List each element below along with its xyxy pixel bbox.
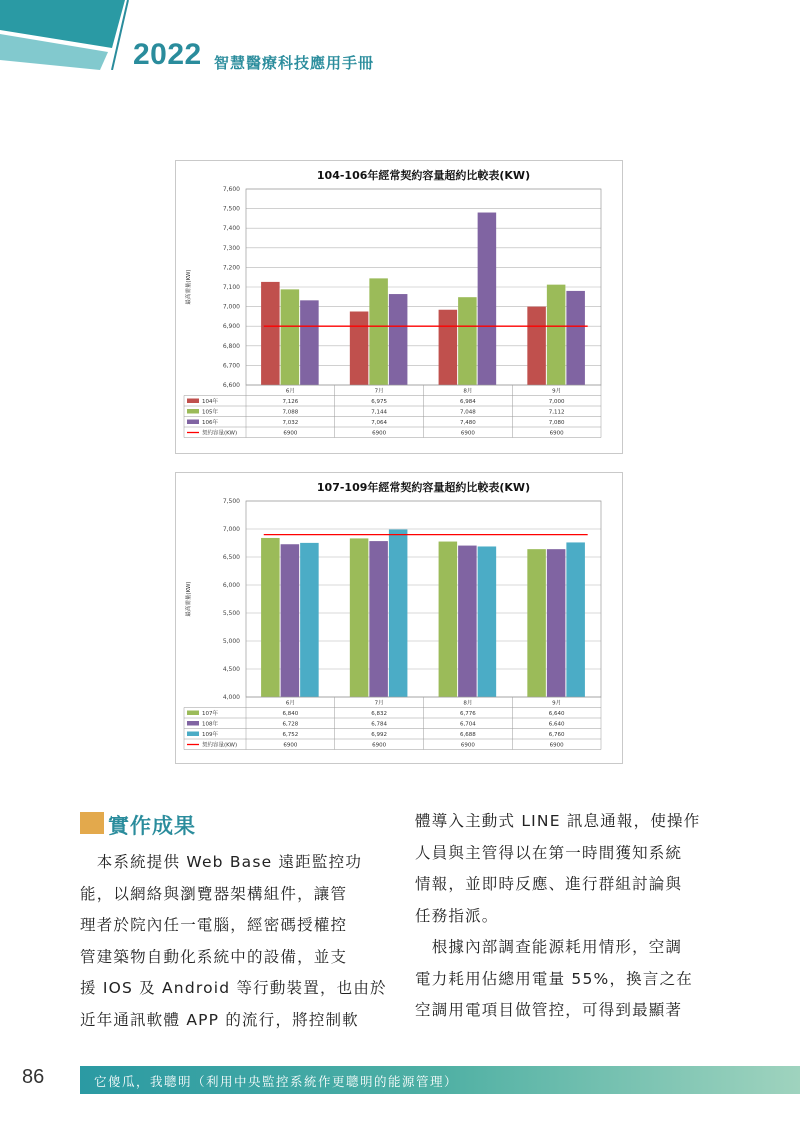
data-label: 6,640	[548, 711, 565, 717]
y-tick-label: 7,500	[222, 205, 240, 213]
body-line: 人員與主管得以在第一時間獲知系統	[415, 843, 683, 862]
legend-entry: 105年	[202, 409, 218, 416]
legend-entry: 108年	[202, 721, 218, 728]
body-line: 根據內部調查能源耗用情形，空調	[415, 938, 683, 956]
legend-entry: 104年	[202, 399, 218, 405]
bar	[350, 538, 369, 697]
y-tick-label: 7,500	[222, 498, 240, 505]
data-label: 6900	[460, 742, 475, 749]
header-title: 智慧醫療科技應用手冊	[214, 54, 375, 72]
data-label: 6,975	[371, 399, 387, 405]
y-tick-label: 6,600	[222, 382, 240, 389]
data-label: 6,784	[371, 721, 387, 728]
body-line: 本系統提供 Web Base 遠距監控功	[80, 853, 363, 871]
bar	[478, 213, 497, 385]
chart-104-106-svg	[176, 161, 622, 453]
x-tick-label: 8月	[463, 700, 473, 707]
y-tick-label: 4,500	[222, 666, 240, 673]
legend-entry: 契約容量(KW)	[202, 742, 238, 749]
bar	[350, 312, 369, 386]
bar	[458, 297, 477, 385]
y-tick-label: 7,400	[222, 225, 240, 233]
chart-104-106	[175, 160, 623, 454]
y-tick-label: 7,100	[222, 284, 240, 291]
corner-decoration	[0, 0, 140, 70]
data-label: 6,640	[548, 721, 565, 728]
y-tick-label: 5,500	[222, 610, 240, 617]
y-tick-label: 5,000	[222, 638, 240, 645]
chart-107-109	[175, 472, 623, 764]
body-line: 空調用電項目做管控，可得到最顯著	[415, 1001, 683, 1019]
bar	[281, 289, 300, 385]
legend-entry: 契約容量(KW)	[202, 430, 238, 437]
body-line: 援 IOS 及 Android 等行動裝置，也由於	[80, 979, 387, 997]
legend-entry: 106年	[202, 420, 218, 426]
header-year: 2022	[133, 38, 202, 71]
bar	[369, 278, 388, 385]
data-label: 7,080	[548, 420, 565, 426]
x-tick-label: 6月	[285, 700, 295, 707]
y-tick-label: 7,000	[222, 526, 240, 533]
y-tick-label: 7,300	[222, 244, 240, 252]
bar	[478, 546, 497, 697]
body-line: 近年通訊軟體 APP 的流行，將控制軟	[80, 1010, 359, 1029]
body-line: 理者於院內任一電腦，經密碼授權控	[80, 916, 348, 934]
bar	[547, 285, 566, 385]
data-label: 7,112	[548, 409, 565, 416]
body-line: 情報，並即時反應、進行群組討論與	[415, 875, 683, 893]
x-tick-label: 9月	[552, 700, 562, 707]
bar	[389, 294, 408, 385]
bar	[527, 549, 546, 697]
data-label: 6,728	[282, 721, 299, 728]
legend-swatch	[187, 711, 199, 716]
legend-swatch	[187, 399, 199, 404]
data-label: 6,752	[282, 732, 299, 738]
y-axis-label: 最高需量(KW)	[186, 581, 192, 617]
chart-title: 104-106年經常契約容量超約比較表(KW)	[316, 169, 531, 182]
x-tick-label: 9月	[552, 388, 562, 395]
body-line: 任務指派。	[415, 906, 499, 925]
bar	[566, 291, 585, 385]
x-tick-label: 7月	[374, 388, 384, 395]
data-label: 7,000	[548, 399, 565, 405]
data-label: 6900	[283, 742, 298, 749]
data-label: 7,144	[371, 409, 387, 416]
page-number: 86	[22, 1066, 45, 1088]
data-label: 6,688	[460, 732, 476, 738]
data-label: 6900	[549, 742, 564, 749]
bar	[389, 529, 408, 697]
section-marker	[80, 812, 104, 834]
body-left-column	[80, 847, 390, 1036]
data-label: 6,704	[460, 721, 476, 728]
bar	[439, 310, 458, 385]
data-label: 6900	[372, 430, 387, 437]
y-tick-label: 6,800	[222, 342, 240, 350]
x-tick-label: 7月	[374, 700, 384, 707]
y-axis-label: 最高需量(KW)	[186, 269, 192, 305]
data-label: 6,992	[371, 732, 387, 738]
bar	[300, 543, 319, 697]
y-tick-label: 7,200	[222, 264, 240, 272]
data-label: 7,126	[282, 399, 299, 405]
y-tick-label: 4,000	[222, 694, 240, 701]
body-line: 電力耗用佔總用電量 55%，換言之在	[415, 969, 693, 988]
data-label: 7,480	[460, 420, 476, 426]
legend-swatch	[187, 420, 199, 425]
y-tick-label: 6,700	[222, 362, 240, 370]
chart-title: 107-109年經常契約容量超約比較表(KW)	[316, 481, 531, 494]
legend-entry: 109年	[202, 732, 218, 738]
data-label: 6,984	[460, 399, 476, 405]
body-line: 管建築物自動化系統中的設備，並支	[80, 947, 348, 966]
x-tick-label: 8月	[463, 388, 473, 395]
bar	[439, 542, 458, 697]
bar	[547, 549, 566, 697]
data-label: 6,840	[282, 711, 299, 717]
bar	[261, 282, 280, 385]
data-label: 7,088	[282, 409, 299, 416]
data-label: 6900	[549, 430, 564, 437]
y-tick-label: 7,000	[222, 303, 240, 311]
legend-swatch	[187, 732, 199, 737]
data-label: 6900	[283, 430, 298, 437]
data-label: 6900	[460, 430, 475, 437]
legend-swatch	[187, 409, 199, 414]
legend-entry: 107年	[202, 711, 218, 717]
data-label: 7,064	[371, 420, 387, 426]
bar	[300, 300, 319, 385]
body-line: 能，以網絡與瀏覽器架構組件，讓管	[80, 884, 348, 903]
y-tick-label: 7,600	[222, 186, 240, 193]
data-label: 7,048	[460, 409, 476, 416]
chart-107-109-svg	[176, 473, 622, 763]
bar	[261, 538, 280, 697]
section-title: 實作成果	[108, 814, 196, 838]
data-label: 6,832	[371, 711, 387, 717]
footer-text: 它傻瓜，我聰明（利用中央監控系統作更聰明的能源管理）	[94, 1074, 459, 1089]
y-tick-label: 6,500	[222, 554, 240, 561]
bar	[458, 546, 477, 697]
data-label: 6,760	[548, 732, 565, 738]
body-line: 體導入主動式 LINE 訊息通報，使操作	[415, 812, 701, 830]
bar	[527, 307, 546, 385]
bar	[369, 541, 388, 697]
legend-swatch	[187, 721, 199, 726]
data-label: 7,032	[282, 420, 299, 426]
x-tick-label: 6月	[285, 388, 295, 395]
data-label: 6900	[372, 742, 387, 749]
bar	[566, 542, 585, 697]
data-label: 6,776	[460, 711, 476, 717]
y-tick-label: 6,000	[222, 582, 240, 589]
y-tick-label: 6,900	[222, 323, 240, 331]
body-right-column	[415, 806, 735, 1027]
bar	[281, 544, 300, 697]
